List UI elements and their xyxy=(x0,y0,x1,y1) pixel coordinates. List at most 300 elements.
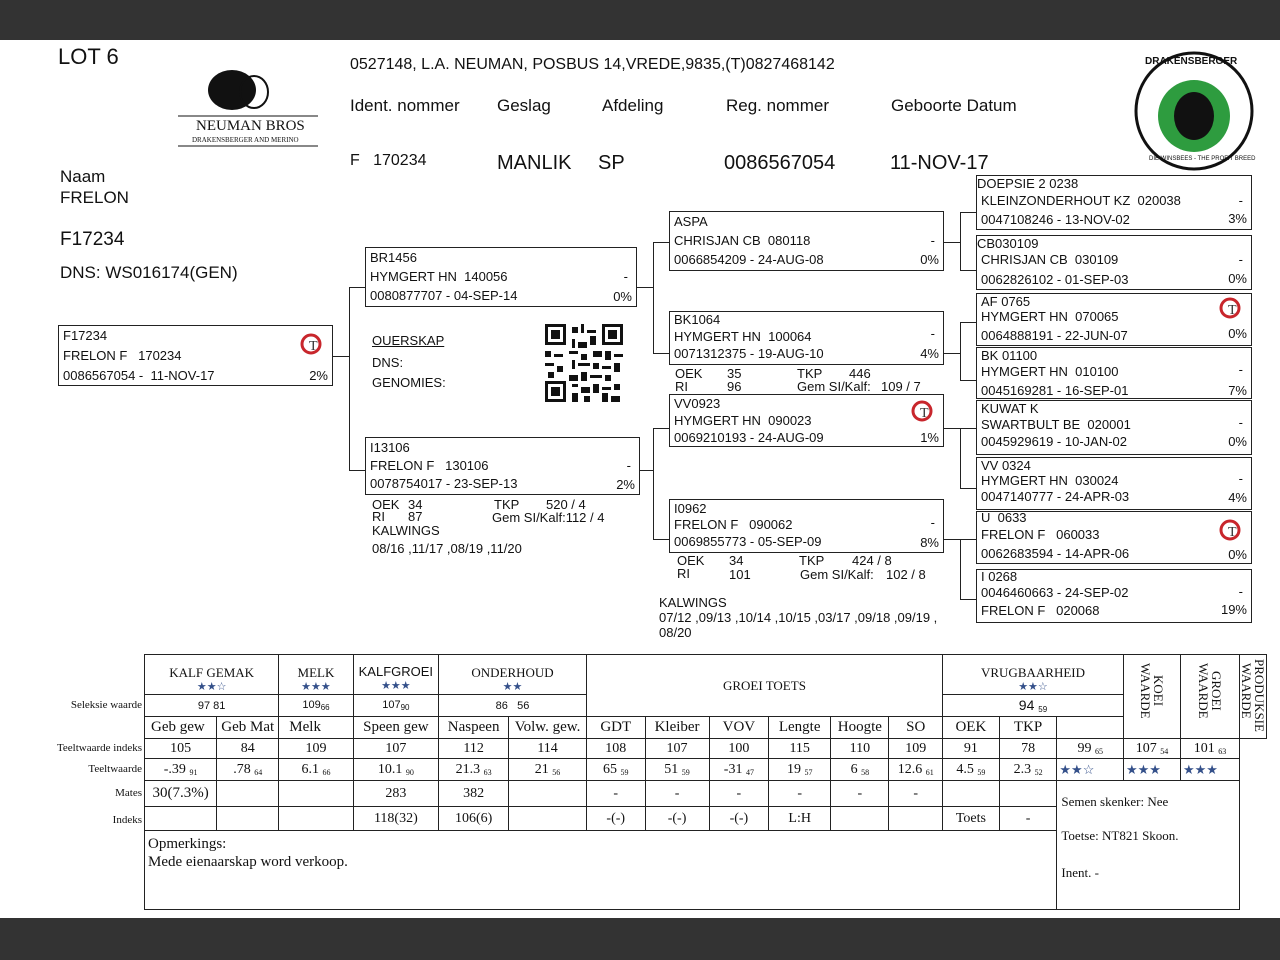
dd-kalwings-2: 08/20 xyxy=(659,625,692,640)
pedigree-sd[interactable] xyxy=(669,311,944,365)
connector xyxy=(960,212,961,270)
teelt-val: 19 xyxy=(786,761,801,777)
produksie-waarde-stars: ★★★ xyxy=(1180,759,1239,781)
opmerkings-label: Opmerkings: xyxy=(148,836,227,852)
mates-cell: 30(7.3%) xyxy=(145,781,217,807)
ggp-reg: 0046460663 - 24-SEP-02 xyxy=(981,585,1129,600)
indeks-cell: 91 xyxy=(943,739,1000,759)
seleksie-kalf-gemak-sub: 81 xyxy=(213,699,226,712)
ggp-box[interactable] xyxy=(976,511,1252,564)
mates-cell xyxy=(279,781,353,807)
group-groei-waarde-name: GROEI WAARDE xyxy=(1195,663,1224,719)
connector xyxy=(653,539,669,540)
neuman-bros-logo xyxy=(176,66,320,150)
seleksie-melk-val: 109 xyxy=(302,699,321,711)
dam-tkp: 520 / 4 xyxy=(546,497,586,512)
mates-cell: - xyxy=(645,781,709,807)
sire-dash: - xyxy=(623,269,628,284)
dd-ri: 101 xyxy=(729,567,751,582)
teelt-cell xyxy=(831,759,889,781)
indeks-cell: 108 xyxy=(586,739,645,759)
teelt-sub: 52 xyxy=(1034,767,1043,777)
connector xyxy=(944,428,960,429)
indeks-cell: 100 xyxy=(709,739,769,759)
sire-pct: 0% xyxy=(613,289,632,304)
svg-text:T: T xyxy=(309,339,318,354)
connector xyxy=(960,539,961,599)
teelt-sub: 90 xyxy=(405,767,414,777)
dd-tkp-label: TKP xyxy=(799,553,825,568)
dam-dash: - xyxy=(626,458,631,473)
ggp-name: HYMGERT HN 010100 xyxy=(981,364,1119,379)
pedigree-ds[interactable] xyxy=(669,394,944,447)
mates-cell: - xyxy=(769,781,831,807)
sd-ri-label: RI xyxy=(675,379,688,394)
dd-code: I0962 xyxy=(674,501,707,516)
teelt-cell xyxy=(509,759,587,781)
teelt-cell xyxy=(353,759,438,781)
mates-cell xyxy=(943,781,1000,807)
indeks-cell: 114 xyxy=(509,739,587,759)
sd-tkp: 446 xyxy=(849,366,871,381)
ggp-name: HYMGERT HN 030024 xyxy=(981,473,1119,488)
ident-value-0: F 170234 xyxy=(350,152,427,169)
teelt-sub: 58 xyxy=(861,767,870,777)
group-groei-toets: GROEI TOETS xyxy=(586,655,942,717)
sd-dash: - xyxy=(930,326,935,341)
indeks-cell: 107 xyxy=(353,739,438,759)
svg-text:T: T xyxy=(1228,525,1237,540)
dam-kalwings-label: KALWINGS xyxy=(372,523,440,538)
teelt-val: -31 xyxy=(723,761,743,777)
ident-value-1: MANLIK xyxy=(497,152,572,174)
teelt-val: 6 xyxy=(850,761,858,777)
ggp-pct: 19% xyxy=(1220,602,1247,617)
ggp-dash: - xyxy=(1238,252,1243,267)
group-produksie-waarde-name: PRODUKSIE WAARDE xyxy=(1239,659,1267,732)
groei-waarde-stars: ★★★ xyxy=(1123,759,1180,781)
teelt-val: 21.3 xyxy=(455,761,481,777)
connector xyxy=(960,380,976,381)
mates-cell: 382 xyxy=(439,781,509,807)
indeks2-cell xyxy=(831,807,889,831)
dam-oek-label: OEK xyxy=(372,497,400,512)
animal-id: F17234 xyxy=(60,229,125,250)
pedigree-ss[interactable] xyxy=(669,211,944,271)
qr-code[interactable] xyxy=(545,324,623,402)
self-reg: 0086567054 - 11-NOV-17 xyxy=(63,368,215,383)
connector xyxy=(944,242,960,243)
indeks2-cell: -(-) xyxy=(645,807,709,831)
ggp-box[interactable] xyxy=(976,457,1252,510)
teelt-val: 6.1 xyxy=(301,761,319,777)
dam-gem: Gem SI/Kalf:112 / 4 xyxy=(492,510,605,525)
teelt-sub: 61 xyxy=(925,767,934,777)
self-code: F17234 xyxy=(63,328,108,343)
sd-gem: 109 / 7 xyxy=(881,379,921,394)
dam-oek: 34 xyxy=(408,497,423,512)
teelt-sub: 91 xyxy=(189,767,198,777)
sd-tkp-label: TKP xyxy=(797,366,823,381)
indeks-cell: 109 xyxy=(279,739,353,759)
teelt-val: .78 xyxy=(233,761,251,777)
indeks2-cell xyxy=(145,807,217,831)
svg-text:T: T xyxy=(920,406,929,421)
group-vrugbaarheid xyxy=(943,655,1124,695)
col-header: GDT xyxy=(586,717,645,739)
ggp-code: DOEPSIE 2 0238 xyxy=(977,176,1079,191)
ss-name: CHRISJAN CB 080118 xyxy=(674,233,811,248)
group-kalf-gemak xyxy=(145,655,279,695)
produksie-waarde-v: 101 xyxy=(1193,740,1215,756)
connector xyxy=(960,270,976,271)
dd-tkp: 424 / 8 xyxy=(852,553,892,568)
sd-gem-label: Gem SI/Kalf: xyxy=(797,379,871,394)
dd-kalwings-1: 07/12 ,09/13 ,10/14 ,10/15 ,03/17 ,09/18 ,09/19 , xyxy=(659,610,938,625)
dd-gem: 102 / 8 xyxy=(886,567,926,582)
teelt-row xyxy=(145,759,1267,781)
indeks2-cell xyxy=(889,807,943,831)
teelt-cell xyxy=(645,759,709,781)
indeks-cell: 110 xyxy=(831,739,889,759)
ggp-pct: 0% xyxy=(1228,547,1247,562)
koei-waarde-s: 65 xyxy=(1094,746,1103,756)
col-header: Speen gew xyxy=(353,717,438,739)
ss-reg: 0066854209 - 24-AUG-08 xyxy=(674,252,824,267)
dam-reg: 0078754017 - 23-SEP-13 xyxy=(370,476,518,491)
group-kalf-gemak-name: KALF GEMAK xyxy=(169,664,255,680)
ggp-box[interactable] xyxy=(976,175,1252,230)
seleksie-kalf-gemak-val: 97 xyxy=(197,699,211,712)
ident-header-0: Ident. nommer xyxy=(350,96,460,115)
seleksie-onderhoud-sub: 56 xyxy=(517,699,530,712)
teelt-cell xyxy=(709,759,769,781)
col-header: Melk xyxy=(279,717,353,739)
neuman-bros-name: NEUMAN BROS xyxy=(196,118,305,134)
seleksie-melk xyxy=(279,695,353,717)
ggp-code: BK 01100 xyxy=(981,348,1038,363)
teelt-sub: 59 xyxy=(620,767,629,777)
col-header: Hoogte xyxy=(831,717,889,739)
ggp-box[interactable] xyxy=(976,293,1252,346)
ggp-dash: - xyxy=(1238,415,1243,430)
groei-waarde-s: 54 xyxy=(1160,746,1169,756)
teelt-val: 10.1 xyxy=(377,761,403,777)
seleksie-onderhoud xyxy=(439,695,587,717)
ggp-box[interactable] xyxy=(976,235,1252,290)
ggp-box[interactable] xyxy=(976,400,1252,455)
ident-header-4: Geboorte Datum xyxy=(891,96,1017,115)
col-header: Volw. gew. xyxy=(509,717,587,739)
animal-dns: DNS: WS016174(GEN) xyxy=(60,263,238,282)
ggp-pct: 0% xyxy=(1228,271,1247,286)
top-bar xyxy=(0,0,1280,40)
koei-waarde-stars: ★★☆ xyxy=(1057,759,1124,781)
ggp-pct: 4% xyxy=(1228,490,1247,505)
row-label-indeks2: Indeks xyxy=(112,814,142,826)
ds-name: HYMGERT HN 090023 xyxy=(674,413,812,428)
indeks2-cell xyxy=(279,807,353,831)
mates-cell: 283 xyxy=(353,781,438,807)
ownership-dns: DNS: xyxy=(372,355,404,370)
row-label-indeks: Teeltwaarde indeks xyxy=(56,742,142,754)
teelt-sub: 47 xyxy=(745,767,754,777)
col-header: OEK xyxy=(943,717,1000,739)
naam-label: Naam xyxy=(60,167,106,186)
seleksie-kalfgroei-val: 107 xyxy=(382,699,401,711)
seleksie-kalfgroei-sub: 90 xyxy=(400,703,410,712)
inent-note: Inent. - xyxy=(1061,865,1099,880)
teelt-cell xyxy=(217,759,279,781)
dd-gem-label: Gem SI/Kalf: xyxy=(800,567,874,582)
gt-genomic-icon xyxy=(1219,296,1245,320)
teelt-val: 12.6 xyxy=(897,761,923,777)
teelt-cell xyxy=(889,759,943,781)
dam-pct: 2% xyxy=(616,477,635,492)
ggp-name: KLEINZONDERHOUT KZ 020038 xyxy=(981,193,1181,208)
mates-cell: - xyxy=(709,781,769,807)
indeks-cell: 84 xyxy=(217,739,279,759)
dd-dash: - xyxy=(930,515,935,530)
connector xyxy=(653,242,669,243)
drakensberger-name: DRAKENSBERGER xyxy=(1145,56,1238,67)
dam-tkp-label: TKP xyxy=(494,497,520,512)
sd-pct: 4% xyxy=(920,346,939,361)
ggp-name: CHRISJAN CB 030109 xyxy=(981,252,1119,267)
pedigree-dam[interactable] xyxy=(365,437,640,495)
ss-dash: - xyxy=(930,233,935,248)
row-label-teeltwaarde: Teeltwaarde xyxy=(88,763,142,775)
ggp-dash: - xyxy=(1238,584,1243,599)
sd-oek-label: OEK xyxy=(675,366,703,381)
teelt-sub: 57 xyxy=(804,767,813,777)
indeks-cell: 107 xyxy=(645,739,709,759)
seleksie-kalf-gemak xyxy=(145,695,279,717)
teelt-val: 4.5 xyxy=(956,761,974,777)
bottom-bar xyxy=(0,918,1280,960)
mates-cell: - xyxy=(889,781,943,807)
ggp-box[interactable] xyxy=(976,569,1252,623)
drakensberger-tagline: DIE WINSBEES - THE PROFIT BREED xyxy=(1149,156,1256,162)
gt-genomic-icon xyxy=(1219,518,1245,542)
connector xyxy=(944,539,960,540)
ident-value-3: 0086567054 xyxy=(724,152,836,174)
group-kalfgroei-name: KALFGROEI xyxy=(358,663,434,679)
ggp-reg: 0062683594 - 14-APR-06 xyxy=(981,546,1130,561)
sd-ri: 96 xyxy=(727,379,742,394)
col-header: Lengte xyxy=(769,717,831,739)
ss-code: ASPA xyxy=(674,214,708,229)
dd-name: FRELON F 090062 xyxy=(674,517,793,532)
teelt-sub: 66 xyxy=(322,767,331,777)
opmerkings-text: Mede eienaarskap word verkoop. xyxy=(148,854,348,870)
teelt-cell xyxy=(439,759,509,781)
col-header: Naspeen xyxy=(439,717,509,739)
ident-header-3: Reg. nommer xyxy=(726,96,829,115)
mates-row xyxy=(145,781,1267,807)
dam-name: FRELON F 130106 xyxy=(370,458,489,473)
ownership-title: OUERSKAP xyxy=(372,333,445,348)
owner-line: 0527148, L.A. NEUMAN, POSBUS 14,VREDE,9835,(T)0827468142 xyxy=(350,56,835,73)
ggp-name: FRELON F 020068 xyxy=(981,603,1100,618)
sd-oek: 35 xyxy=(727,366,742,381)
ggp-reg: 0064888191 - 22-JUN-07 xyxy=(981,328,1128,343)
ggp-code: U 0633 xyxy=(981,510,1027,525)
sd-code: BK1064 xyxy=(674,312,721,327)
connector xyxy=(960,599,976,600)
indeks2-cell xyxy=(509,807,587,831)
connector xyxy=(960,322,976,323)
connector xyxy=(960,539,976,540)
seleksie-vrugbaarheid-val: 94 xyxy=(1018,697,1035,713)
gt-genomic-icon xyxy=(300,332,326,356)
teelt-cell xyxy=(999,759,1057,781)
col-header: TKP xyxy=(999,717,1057,739)
ggp-pct: 3% xyxy=(1228,211,1247,226)
col-header: Geb Mat xyxy=(217,717,279,739)
row-label-mates: Mates xyxy=(115,787,142,799)
ownership-genomies: GENOMIES: xyxy=(372,375,446,390)
indeks2-cell: -(-) xyxy=(586,807,645,831)
seleksie-onderhoud-val: 86 xyxy=(495,699,508,712)
drakensberger-logo xyxy=(1133,50,1255,172)
teelt-val: 2.3 xyxy=(1013,761,1032,777)
mates-cell: - xyxy=(586,781,645,807)
connector xyxy=(333,356,349,357)
sire-reg: 0080877707 - 04-SEP-14 xyxy=(370,288,518,303)
teelt-sub: 59 xyxy=(681,767,690,777)
gt-genomic-icon xyxy=(911,399,937,423)
dd-oek: 34 xyxy=(729,553,744,568)
sire-code: BR1456 xyxy=(370,250,417,265)
pedigree-self[interactable] xyxy=(58,325,333,386)
ggp-reg: 0062826102 - 01-SEP-03 xyxy=(981,272,1129,287)
indeks-cell: 109 xyxy=(889,739,943,759)
mates-cell xyxy=(509,781,587,807)
animal-name: FRELON xyxy=(60,188,129,207)
indeks-row xyxy=(145,739,1267,759)
indeks2-cell: Toets xyxy=(943,807,1000,831)
sire-name: HYMGERT HN 140056 xyxy=(370,269,508,284)
produksie-waarde-s: 63 xyxy=(1218,746,1227,756)
ggp-code: VV 0324 xyxy=(981,458,1031,473)
connector xyxy=(653,428,669,429)
connector xyxy=(960,322,961,380)
koei-waarde-v: 99 xyxy=(1077,740,1092,756)
group-onderhoud xyxy=(439,655,587,695)
group-kalfgroei xyxy=(353,655,438,695)
group-melk-name: MELK xyxy=(297,664,335,680)
side-notes xyxy=(1057,781,1240,910)
ggp-pct: 0% xyxy=(1228,434,1247,449)
dd-ri-label: RI xyxy=(677,566,690,581)
teelt-sub: 59 xyxy=(977,767,986,777)
teelt-cell xyxy=(145,759,217,781)
group-onderhoud-stars: ★★ xyxy=(502,680,523,693)
produksie-waarde-value xyxy=(1180,739,1239,759)
group-vrugbaarheid-name: VRUGBAARHEID xyxy=(980,664,1085,680)
indeks2-cell: - xyxy=(999,807,1057,831)
connector xyxy=(637,287,653,288)
teelt-val: 51 xyxy=(664,761,679,777)
ggp-reg: 0047140777 - 24-APR-03 xyxy=(981,489,1130,504)
teelt-val: -.39 xyxy=(163,761,186,777)
ggp-name: FRELON F 060033 xyxy=(981,527,1100,542)
ident-value-4: 11-NOV-17 xyxy=(890,152,989,174)
indeks-cell: 115 xyxy=(769,739,831,759)
pedigree-dd[interactable] xyxy=(669,499,944,553)
group-vrugbaarheid-stars: ★★☆ xyxy=(1018,680,1048,693)
indeks-cell: 112 xyxy=(439,739,509,759)
group-melk xyxy=(279,655,353,695)
teelt-cell xyxy=(586,759,645,781)
ggp-code: CB030109 xyxy=(977,236,1039,251)
group-kalf-gemak-stars: ★★☆ xyxy=(196,680,227,693)
ds-code: VV0923 xyxy=(674,396,721,411)
ggp-box[interactable] xyxy=(976,347,1252,399)
sd-reg: 0071312375 - 19-AUG-10 xyxy=(674,346,824,361)
groei-waarde-v: 107 xyxy=(1135,740,1157,756)
group-groei-waarde xyxy=(1180,655,1239,739)
ss-pct: 0% xyxy=(920,252,939,267)
connector xyxy=(960,488,976,489)
connector xyxy=(960,212,976,213)
ggp-reg: 0047108246 - 13-NOV-02 xyxy=(981,212,1130,227)
connector xyxy=(960,428,976,429)
ggp-reg: 0045169281 - 16-SEP-01 xyxy=(981,383,1129,398)
connector xyxy=(349,470,365,471)
col-header: SO xyxy=(889,717,943,739)
ggp-reg: 0045929619 - 10-JAN-02 xyxy=(981,434,1127,449)
ggp-name: HYMGERT HN 070065 xyxy=(981,309,1119,324)
svg-text:T: T xyxy=(1228,303,1237,318)
teelt-sub: 63 xyxy=(483,767,492,777)
dam-ri-label: RI xyxy=(372,509,385,524)
ggp-pct: 0% xyxy=(1228,326,1247,341)
column-header-row xyxy=(145,717,1267,739)
connector xyxy=(944,353,960,354)
ds-reg: 0069210193 - 24-AUG-09 xyxy=(674,430,824,445)
dd-pct: 8% xyxy=(920,535,939,550)
teelt-cell xyxy=(279,759,353,781)
ggp-code: I 0268 xyxy=(981,569,1018,584)
indeks-cell: 78 xyxy=(999,739,1057,759)
connector xyxy=(653,353,669,354)
teelt-cell xyxy=(769,759,831,781)
pedigree-sire[interactable] xyxy=(365,247,637,307)
lot-number: LOT 6 xyxy=(58,44,119,69)
seleksie-vrugbaarheid-sub: 59 xyxy=(1038,705,1048,714)
dd-reg: 0069855773 - 05-SEP-09 xyxy=(674,534,822,549)
dd-oek-label: OEK xyxy=(677,553,705,568)
indeks2-cell: L:H xyxy=(769,807,831,831)
teelt-sub: 64 xyxy=(254,767,263,777)
ident-value-2: SP xyxy=(598,152,625,174)
dam-ri: 87 xyxy=(408,509,423,524)
col-header: VOV xyxy=(709,717,769,739)
ggp-pct: 7% xyxy=(1228,383,1247,398)
self-pct: 2% xyxy=(309,368,328,383)
indeks2-cell: 118(32) xyxy=(353,807,438,831)
dam-code: I13106 xyxy=(370,440,410,455)
ggp-code: AF 0765 xyxy=(981,294,1031,309)
self-name: FRELON F 170234 xyxy=(63,348,182,363)
indeks2-cell xyxy=(217,807,279,831)
indeks-cell: 105 xyxy=(145,739,217,759)
connector xyxy=(349,287,365,288)
ident-header-2: Afdeling xyxy=(602,96,664,115)
seleksie-vrugbaarheid xyxy=(943,695,1124,717)
